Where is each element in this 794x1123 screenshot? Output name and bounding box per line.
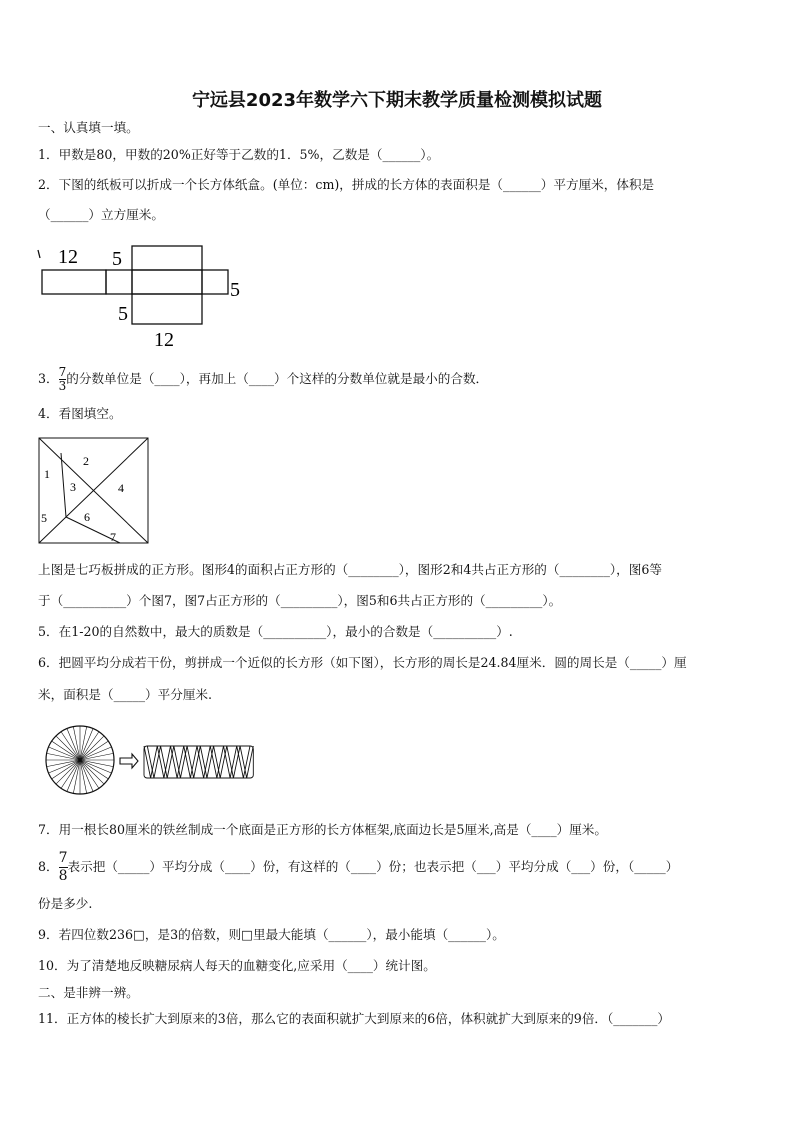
net-label-12-bottom: 12 xyxy=(154,329,174,351)
tangram-label-1: 1 xyxy=(44,467,50,481)
circle-to-rectangle-figure xyxy=(44,722,254,798)
tangram-label-4: 4 xyxy=(118,481,124,495)
question-2-line-1: 2．下图的纸板可以折成一个长方体纸盒。(单位：cm)，拼成的长方体的表面积是（______）平方厘米，体积是 xyxy=(38,177,655,192)
question-8-line-2: 份是多少. xyxy=(38,896,93,911)
net-label-5-right: 5 xyxy=(230,279,240,301)
question-3-number: 3． xyxy=(38,371,59,386)
question-10: 10．为了清楚地反映糖尿病人每天的血糖变化,应采用（____）统计图。 xyxy=(38,958,436,973)
fraction-denominator: 3 xyxy=(58,379,67,393)
question-7: 7．用一根长80厘米的铁丝制成一个底面是正方形的长方体框架,底面边长是5厘米,高是（____）厘米。 xyxy=(38,822,607,837)
tangram-figure xyxy=(38,437,150,545)
question-8-text: 表示把（_____）平均分成（____）份，有这样的（____）份；也表示把（___）平均分成（___）份，（_____） xyxy=(67,859,679,874)
arrow-icon xyxy=(120,754,138,768)
tangram-label-2: 2 xyxy=(83,454,89,468)
fraction-numerator: 7 xyxy=(58,365,67,379)
question-11: 11．正方体的棱长扩大到原来的3倍，那么它的表面积就扩大到原来的6倍，体积就扩大到原来的9倍．（_______） xyxy=(38,1011,670,1026)
section-heading-2: 二、是非辨一辨。 xyxy=(38,985,139,1000)
box-net-figure xyxy=(36,238,256,354)
question-4-line-1: 上图是七巧板拼成的正方形。图形4的面积占正方形的（________），图形2和4共占正方形的（________），图6等 xyxy=(38,562,662,577)
question-3-text: 的分数单位是（____），再加上（____）个这样的分数单位就是最小的合数． xyxy=(66,371,489,386)
tangram-label-3: 3 xyxy=(70,480,76,494)
net-label-5-top: 5 xyxy=(112,248,122,270)
question-8-number: 8． xyxy=(38,859,59,874)
question-6-line-2: 米，面积是（_____）平分厘米. xyxy=(38,687,213,702)
question-1: 1．甲数是80，甲数的20%正好等于乙数的1．5%，乙数是（______）。 xyxy=(38,147,440,162)
question-9: 9．若四位数236□，是3的倍数，则□里最大能填（______），最小能填（______）。 xyxy=(38,927,505,942)
section-heading: 一、认真填一填。 xyxy=(38,120,139,135)
page-title: 宁远县2023年数学六下期末教学质量检测模拟试题 xyxy=(191,90,603,111)
tangram-label-6: 6 xyxy=(84,510,90,524)
sector-line xyxy=(56,760,80,784)
approx-rectangle xyxy=(144,746,253,778)
fraction-denominator: 8 xyxy=(58,868,68,884)
fraction-numerator: 7 xyxy=(58,850,68,866)
sector-line xyxy=(80,760,104,784)
tangram-label-5: 5 xyxy=(41,511,47,525)
net-label-5-bottom: 5 xyxy=(118,303,128,325)
tangram-label-7: 7 xyxy=(110,530,116,544)
net-label-12-top: 12 xyxy=(58,246,78,268)
question-4: 4．看图填空。 xyxy=(38,406,122,421)
fraction-7-8 xyxy=(59,850,68,885)
question-5: 5．在1-20的自然数中，最大的质数是（__________），最小的合数是（__________）. xyxy=(38,624,513,639)
sector-line xyxy=(56,736,80,760)
sector-line xyxy=(80,736,104,760)
question-4-line-2: 于（__________）个图7，图7占正方形的（_________），图5和6共占正方形的（_________）。 xyxy=(38,593,562,608)
question-2-line-2: （______）立方厘米。 xyxy=(38,207,164,222)
question-6-line-1: 6．把圆平均分成若干份，剪拼成一个近似的长方形（如下图），长方形的周长是24.84厘米．圆的周长是（_____）厘 xyxy=(38,655,687,670)
question-8 xyxy=(38,850,678,885)
question-3 xyxy=(38,366,488,393)
